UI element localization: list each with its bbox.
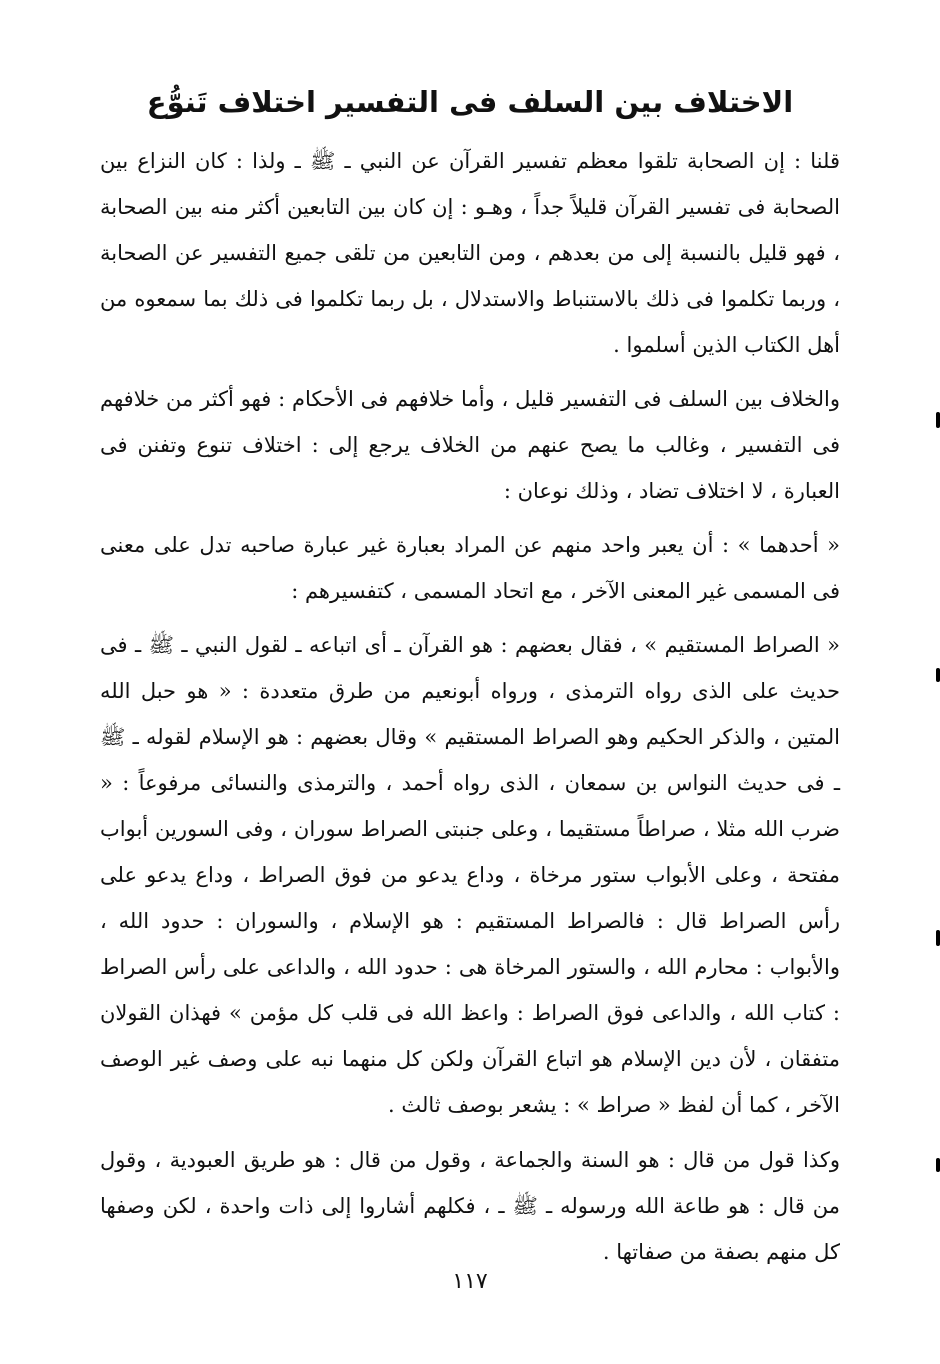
binding-mark bbox=[936, 412, 940, 428]
body-text bbox=[100, 138, 840, 1275]
paragraph-sirat: « الصراط المستقيم » ، فقال بعضهم : هو القرآن ـ أى اتباعه ـ لقول النبي ـ ﷺ ـ فى حديث على الذى رواه الترمذى ، ورواه أبونعيم من طرق متعددة : « هو حبل الله المتين ، والذكر الحكيم وهو الصراط المستقيم » وقال بعضهم : هو الإسلام لقوله ـ ﷺ ـ فى حديث النواس بن سمعان ، الذى رواه أحمد ، والترمذى والنسائى مرفوعاً : « ضرب الله مثلا ، صراطاً مستقيما ، وعلى جنبتى الصراط سوران ، وفى السورين أبواب مفتحة ، وعلى الأبواب ستور مرخاة ، وداع يدعو من فوق الصراط ، وداع يدعو على رأس الصراط قال : فالصراط المستقيم : هو الإسلام ، والسوران : حدود الله ، والأبواب : محارم الله ، والستور المرخاة هى : حدود الله ، والداعى على رأس الصراط : كتاب الله ، والداعى فوق الصراط : واعظ الله فى قلب كل مؤمن » فهذان القولان متفقان ، لأن دين الإسلام هو اتباع القرآن ولكن كل منهما نبه على وصف غير الوصف الآخر ، كما أن لفظ « صراط » : يشعر بوصف ثالث . bbox=[100, 633, 840, 1117]
section-title: الاختلاف بين السلف فى التفسير اختلاف تَنوُّع bbox=[146, 85, 794, 119]
binding-mark bbox=[936, 1158, 940, 1172]
page-number: ١١٧ bbox=[452, 1269, 488, 1294]
paragraph-sahaba: قلنا : إن الصحابة تلقوا معظم تفسير القرآن عن النبي ـ ﷺ ـ ولذا : كان النزاع بين الصحابة فى تفسير القرآن قليلاً جداً ، وهـو : إن كان بين التابعين أكثر منه بين الصحابة ، فهو قليل بالنسبة إلى من بعدهم ، ومن التابعين من تلقى جميع التفسير عن الصحابة ، وربما تكلموا فى ذلك بالاستنباط والاستدلال ، بل ربما تكلموا فى ذلك بما سمعوه من أهل الكتاب الذين أسلموا . bbox=[100, 149, 840, 357]
paragraph-khilaf: والخلاف بين السلف فى التفسير قليل ، وأما خلافهم فى الأحكام : فهو أكثر من خلافهم فى التفسير ، وغالب ما يصح عنهم من الخلاف يرجع إلى : اختلاف تنوع وتفنن فى العبارة ، لا اختلاف تضاد ، وذلك نوعان : bbox=[100, 387, 840, 503]
paragraph-wakadha: وكذا قول من قال : هو السنة والجماعة ، وقول من قال : هو طريق العبودية ، وقول من قال : هو طاعة الله ورسوله ـ ﷺ ـ ، فكلهم أشاروا إلى ذات واحدة ، لكن وصفها كل منهم بصفة من صفاتها . bbox=[100, 1148, 840, 1264]
binding-mark bbox=[936, 930, 940, 946]
binding-mark bbox=[936, 668, 940, 682]
paragraph-ahaduhuma: « أحدهما » : أن يعبر واحد منهم عن المراد بعبارة غير عبارة صاحبه تدل على معنى فى المسمى غير المعنى الآخر ، مع اتحاد المسمى ، كتفسيرهم : bbox=[100, 533, 840, 603]
